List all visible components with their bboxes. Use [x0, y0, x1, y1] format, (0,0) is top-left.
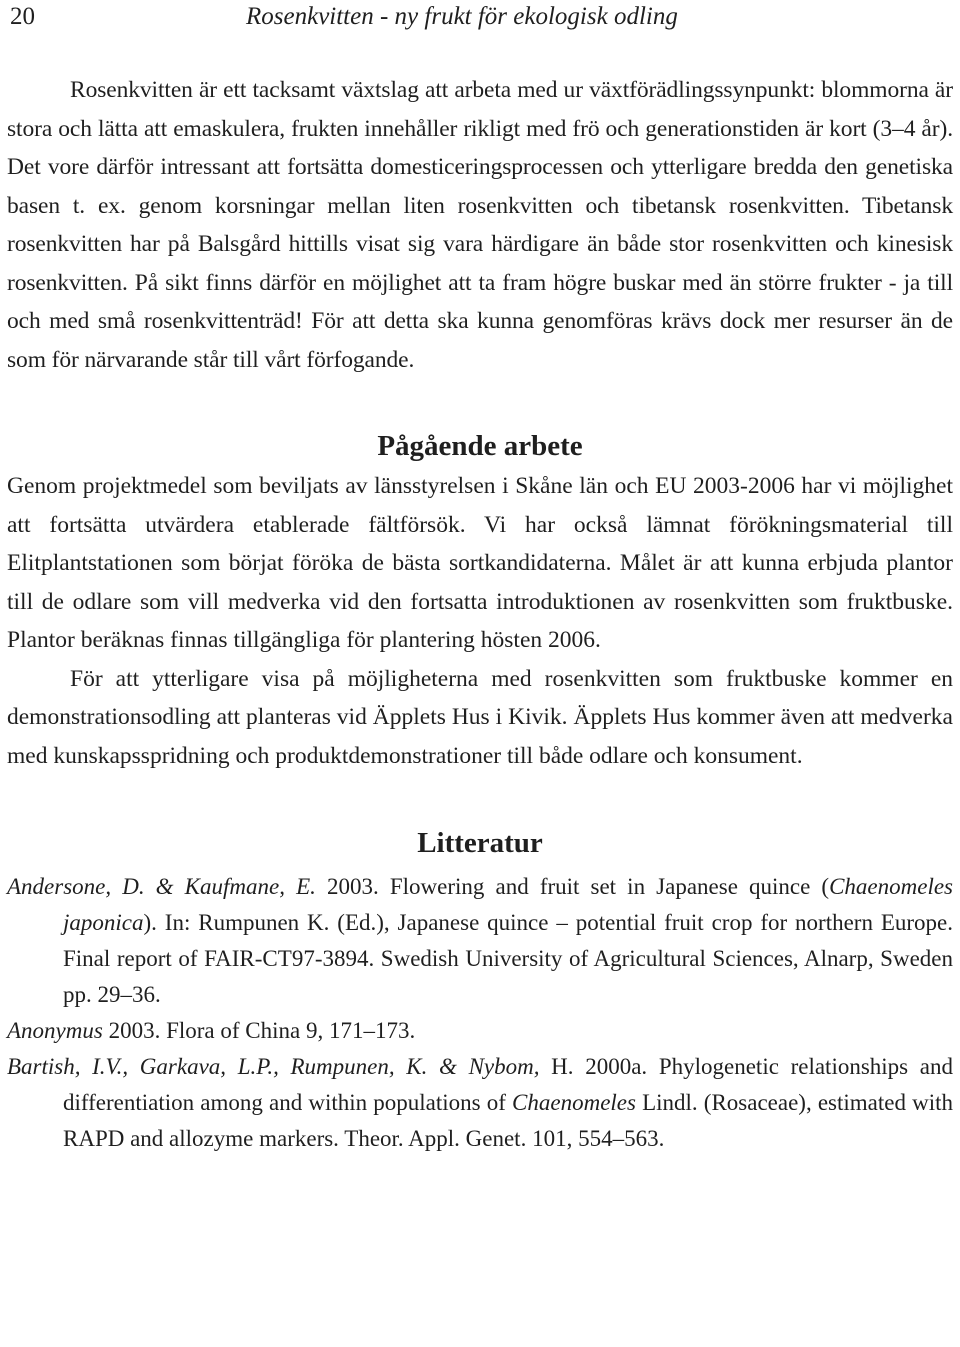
page-body — [7, 71, 953, 1157]
reference-text: H. 2000a. Phylogenetic relationships and differentiation among and within populations of — [63, 1054, 954, 1115]
reference-authors: Andersone, D. & Kaufmane, E. — [7, 874, 316, 899]
section-heading-literature: Litteratur — [417, 827, 543, 859]
section-heading-ongoing-work: Pågående arbete — [377, 430, 583, 462]
intro-paragraph: Rosenkvitten är ett tacksamt växtslag att arbeta med ur växtförädlingssynpunkt: blommorna är stora och lätta att emaskulera, frukten innehåller rikligt med frö och generationstiden är kort (3–4 år). Det vore därför intressant att fortsätta domesticeringsprocessen och ytterligare bredda den genetiska basen t. ex. genom korsningar mellan liten rosenkvitten och tibetansk rosenkvitten. Tibetansk rosenkvitten har på Balsgård hittills visat sig vara härdigare än både stor rosenkvitten och kinesisk rosenkvitten. På sikt finns därför en möjlighet att ta fram högre buskar med än större frukter - ja till och med små rosenkvittenträd! För att detta ska kunna genomföras krävs dock mer resurser än de som för närvarande står till vårt förfogande. — [7, 77, 953, 373]
ongoing-work-paragraph-2: För att ytterligare visa på möjligheterna med rosenkvitten som fruktbuske kommer en demonstrationsodling att planteras vid Äpplets Hus i Kivik. Äpplets Hus kommer även att medverka med kunskapsspridning och produktdemonstrationer till både odlare och konsument. — [7, 665, 953, 769]
reference-authors: Bartish, I.V., Garkava, L.P., Rumpunen, K. & Nybom, — [7, 1054, 540, 1079]
reference-andersone-2003 — [7, 869, 953, 1013]
reference-species: Chaenomeles japonica — [63, 874, 954, 935]
reference-text: 2003. Flowering and fruit set in Japanese quince ( — [315, 874, 830, 899]
reference-text: Lindl. (Rosaceae), estimated with RAPD and allozyme markers. Theor. Appl. Genet. 101, 554–563. — [63, 1090, 953, 1151]
reference-species: Chaenomeles — [512, 1090, 636, 1115]
reference-text: ). In: Rumpunen K. (Ed.), Japanese quince – potential fruit crop for northern Europe. Final report of FAIR-CT97-3894. Swedish University of Agricultural Sciences, Alnarp, Sweden pp. 29–36. — [63, 910, 953, 1007]
reference-bartish-2000a — [7, 1049, 953, 1157]
reference-anonymus-2003 — [7, 1013, 953, 1049]
page-number: 20 — [10, 3, 35, 30]
reference-authors: Anonymus — [7, 1018, 103, 1043]
running-title: Rosenkvitten - ny frukt för ekologisk odling — [246, 3, 678, 30]
ongoing-work-paragraph-1: Genom projektmedel som beviljats av länsstyrelsen i Skåne län och EU 2003-2006 har vi möjlighet att fortsätta utvärdera etablerade fältförsök. Vi har också lämnat förökningsmaterial till Elitplantstationen som börjat föröka de bästa sortkandidaterna. Målet är att kunna erbjuda plantor till de odlare som vill medverka vid den fortsatta introduktionen av rosenkvitten som fruktbuske. Plantor beräknas finnas tillgängliga för plantering hösten 2006. — [7, 473, 953, 653]
reference-text: 2003. Flora of China 9, 171–173. — [102, 1018, 416, 1043]
page-header — [10, 0, 950, 34]
